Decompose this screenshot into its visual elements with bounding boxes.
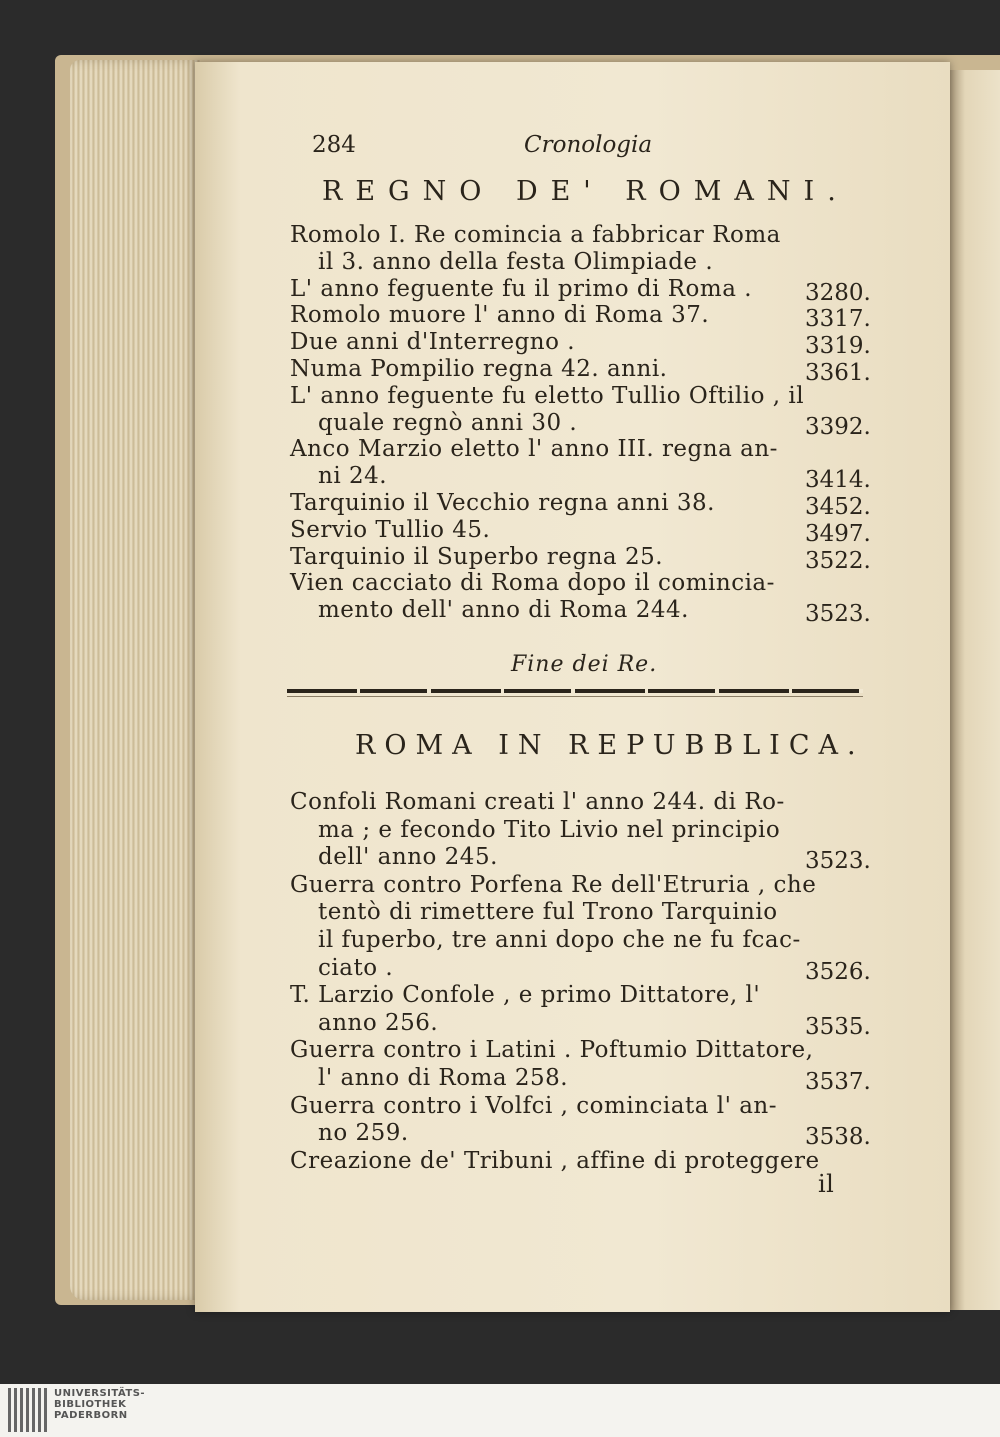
entry-text: Guerra contro i Latini . Poftumio Dittatore,: [290, 1037, 814, 1064]
entry-text: Creazione de' Tribuni , affine di proteggere: [290, 1147, 820, 1174]
entry-text: T. Larzio Confole , e primo Dittatore, l': [290, 982, 761, 1009]
entry-year: 3497.: [805, 520, 871, 547]
entry-text: Due anni d'Interregno .: [290, 329, 576, 356]
entry-text: no 259.: [318, 1120, 409, 1147]
entry-text: mento dell' anno di Roma 244.: [318, 597, 689, 624]
end-note: Fine dei Re.: [511, 652, 658, 677]
section-rule: [287, 689, 863, 693]
entry-text: Tarquinio il Vecchio regna anni 38.: [290, 490, 715, 516]
entry-year: 3526.: [805, 958, 871, 985]
entry-text: Guerra contro i Volfci , cominciata l' an-: [290, 1092, 778, 1119]
entry-text: Vien cacciato di Roma dopo il comincia-: [290, 570, 775, 597]
facing-page: [950, 70, 1000, 1310]
entry-text: Romolo muore l' anno di Roma 37.: [290, 302, 710, 329]
page-edges: [70, 60, 200, 1300]
entry-text: l' anno di Roma 258.: [318, 1065, 569, 1091]
entry-year: 3523.: [805, 601, 871, 628]
entry-text: Tarquinio il Superbo regna 25.: [290, 543, 664, 570]
entry-text: Guerra contro Porfena Re dell'Etruria , che: [290, 871, 817, 898]
entry-year: 3452.: [805, 494, 871, 520]
running-head: Cronologia: [524, 132, 653, 158]
entry-year: 3361.: [805, 360, 871, 386]
library-logo-icon: [8, 1388, 48, 1432]
entry-year: 3535.: [805, 1013, 871, 1040]
entry-year: 3522.: [805, 547, 871, 574]
entry-year: 3414.: [805, 467, 871, 494]
entry-year: 3392.: [805, 413, 871, 440]
section-heading-kings: REGNO DE' ROMANI.: [322, 176, 849, 207]
entry-year: 3317.: [805, 306, 871, 333]
entry-text: tentò di rimettere ful Trono Tarquinio: [318, 899, 778, 926]
entry-text: dell' anno 245.: [318, 844, 498, 871]
entry-text: ma ; e fecondo Tito Livio nel principio: [318, 816, 781, 843]
entry-year: 3319.: [805, 333, 871, 360]
entry-text: quale regnò anni 30 .: [318, 409, 578, 436]
library-name-line3: PADERBORN: [54, 1410, 128, 1421]
entry-year: 3280.: [805, 279, 871, 306]
entry-text: Romolo I. Re comincia a fabbricar Roma: [290, 222, 781, 248]
entry-text: ciato .: [318, 954, 394, 981]
library-name-line2: BIBLIOTHEK: [54, 1399, 127, 1410]
entry-year: 3538.: [805, 1124, 871, 1151]
entry-text: Confoli Romani creati l' anno 244. di Ro-: [290, 789, 785, 815]
entry-text: L' anno feguente fu eletto Tullio Oftilio , il: [290, 382, 805, 409]
entry-text: il 3. anno della festa Olimpiade .: [318, 248, 714, 275]
section-rule-thin: [287, 696, 863, 697]
library-name-line1: UNIVERSITÄTS-: [54, 1388, 146, 1399]
entry-year: 3537.: [805, 1069, 871, 1095]
entry-text: L' anno feguente fu il primo di Roma .: [290, 275, 753, 302]
entry-text: ni 24.: [318, 463, 388, 490]
catchword: il: [818, 1170, 835, 1198]
entry-year: 3523.: [805, 848, 871, 875]
entry-text: Servio Tullio 45.: [290, 516, 491, 543]
entry-text: il fuperbo, tre anni dopo che ne fu fcac-: [318, 927, 801, 953]
section-heading-republic: ROMA IN REPUBBLICA.: [355, 730, 865, 761]
page-number: 284: [312, 132, 356, 158]
footer-bar: [0, 1384, 1000, 1437]
entry-text: Numa Pompilio regna 42. anni.: [290, 356, 668, 382]
entry-text: Anco Marzio eletto l' anno III. regna an-: [290, 436, 778, 463]
entry-text: anno 256.: [318, 1009, 439, 1036]
